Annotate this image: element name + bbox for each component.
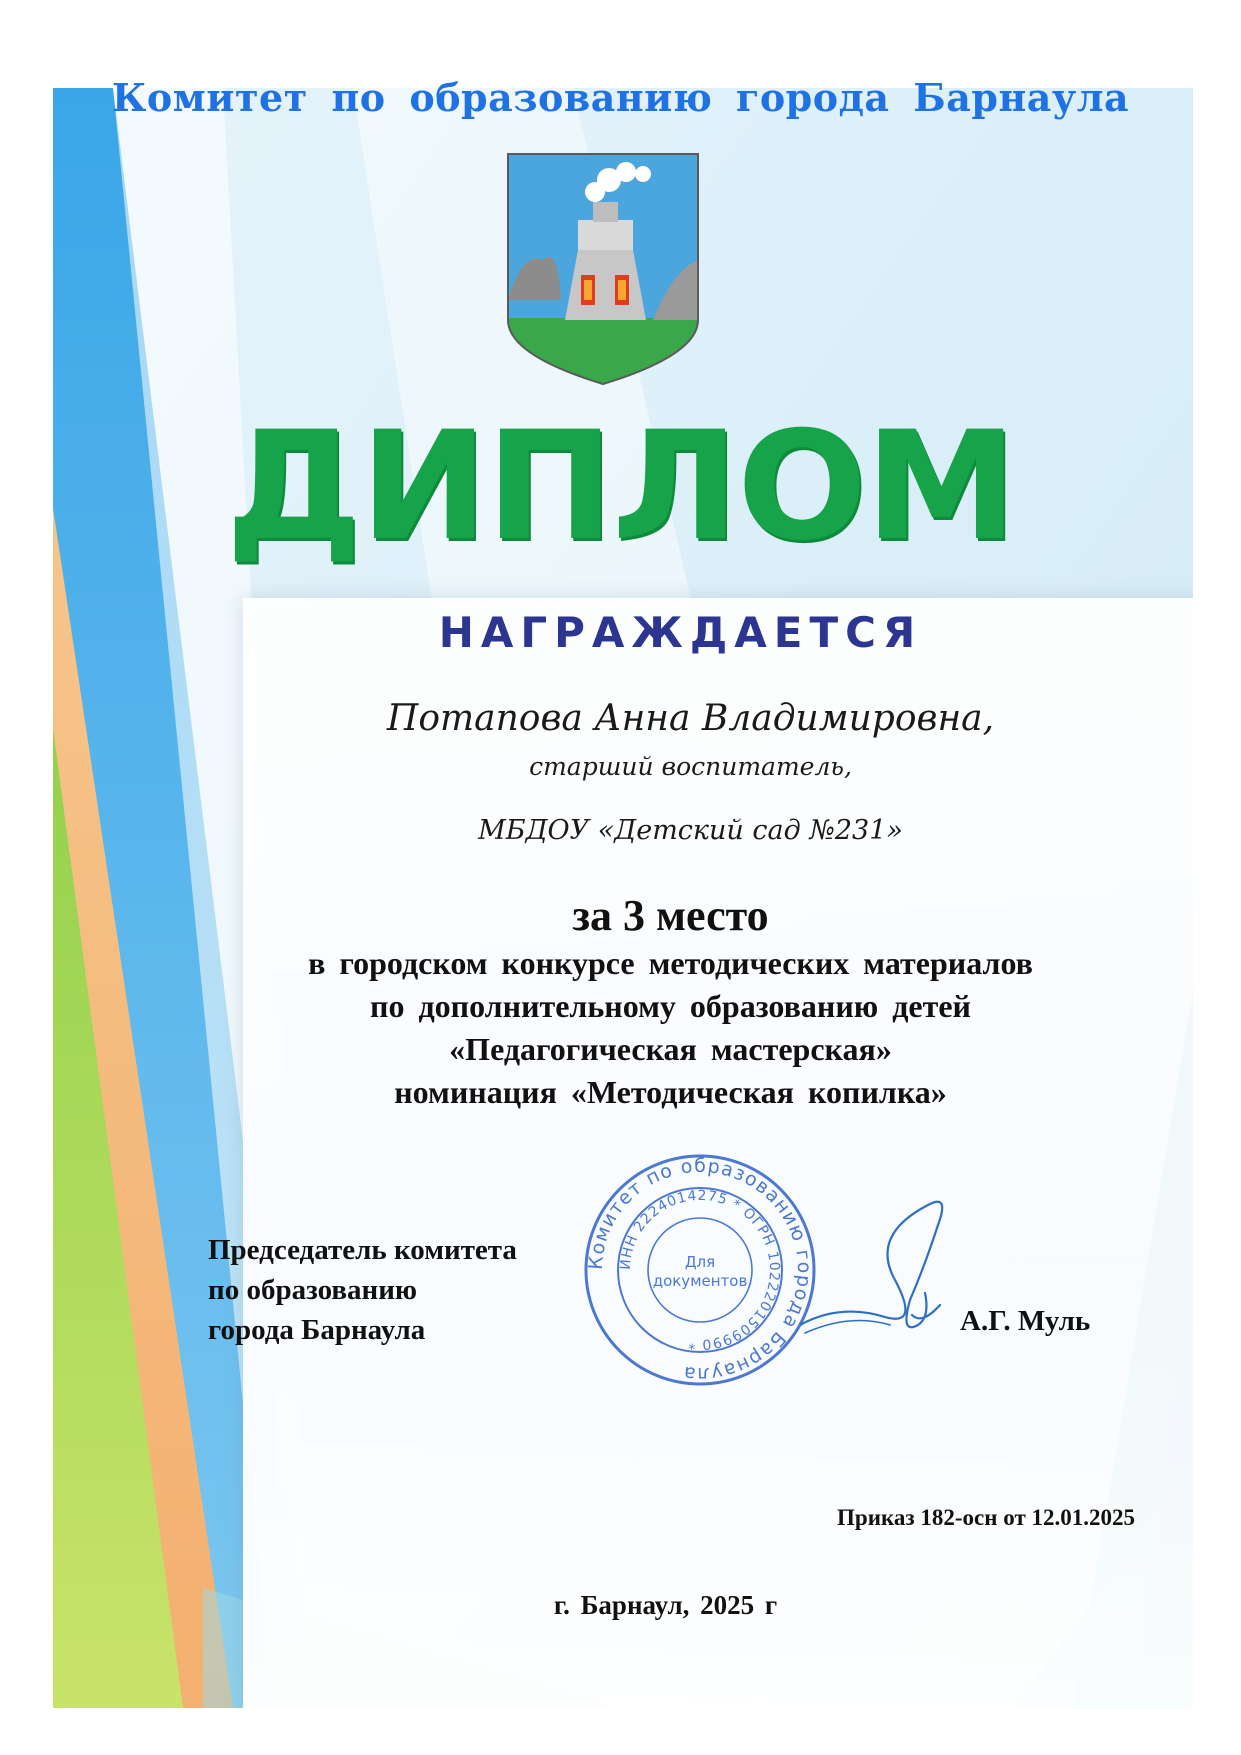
award-line-1: в городском конкурсе методических материалов <box>308 945 1033 981</box>
committee-header: Комитет по образованию города Барнаула <box>111 75 1130 120</box>
stamp-center-line-1: Для <box>684 1253 716 1271</box>
city-year: г. Барнаул, 2025 г <box>553 1590 778 1620</box>
recipient-position: старший воспитатель, <box>529 752 852 781</box>
stamp-inner-text: ИНН 2224014275 * ОГРН 1022201509990 * <box>617 1187 783 1353</box>
handwritten-signature <box>800 1185 960 1355</box>
award-line-3: «Педагогическая мастерская» <box>449 1031 892 1067</box>
recipient-organization: МБДОУ «Детский сад №231» <box>478 815 903 846</box>
awarded-heading: НАГРАЖДАЕТСЯ <box>438 608 923 657</box>
official-stamp <box>580 1150 820 1390</box>
signatory-title-line: Председатель комитета <box>208 1234 517 1266</box>
award-line-4: номинация «Методическая копилка» <box>394 1074 947 1110</box>
award-place: за 3 место <box>572 891 769 940</box>
order-reference: Приказ 182-осн от 12.01.2025 <box>837 1505 1135 1530</box>
stamp-center-line-2: документов <box>652 1272 748 1290</box>
stamp-outer-text: Комитет по образованию города Барнаула <box>584 1154 816 1386</box>
diploma-title: ДИПЛОМ <box>225 400 1016 574</box>
signatory-name: А.Г. Муль <box>960 1305 1091 1337</box>
signatory-title-line: города Барнаула <box>208 1314 426 1346</box>
award-line-2: по дополнительному образованию детей <box>370 988 971 1024</box>
recipient-name: Потапова Анна Владимировна, <box>386 698 995 739</box>
signatory-title <box>208 1230 517 1350</box>
barnaul-coat-of-arms-icon <box>503 150 703 388</box>
signatory-title-line: по образованию <box>208 1274 418 1306</box>
